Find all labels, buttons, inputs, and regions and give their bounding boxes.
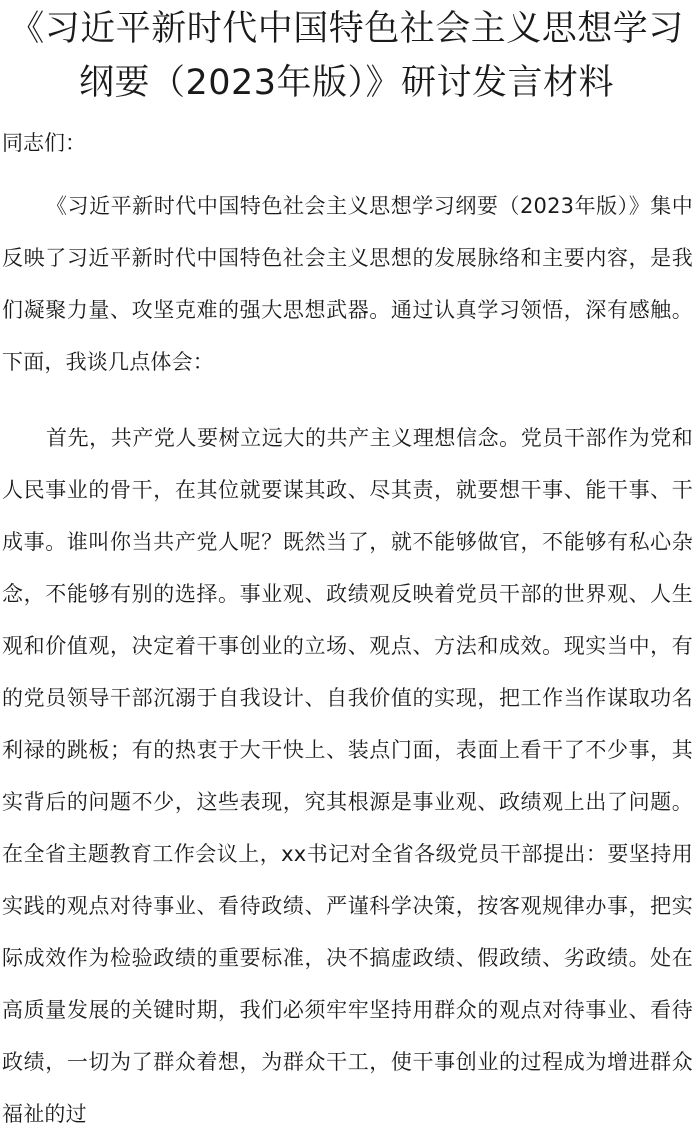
document-title: 《习近平新时代中国特色社会主义思想学习纲要（2023年版）》研讨发言材料	[9, 9, 684, 103]
salutation: 同志们：	[2, 131, 86, 155]
paragraph-first-point: 首先，共产党人要树立远大的共产主义理想信念。党员干部作为党和人民事业的骨干，在其位就要谋其政、尽其责，就要想干事、能干事、干成事。谁叫你当共产党人呢？既然当了，就不能够做官，不能够有私心杂念，不能够有别的选择。事业观、政绩观反映着党员干部的世界观、人生观和价值观，决定着干事创业的立场、观点、方法和成效。现实当中，有的党员领导干部沉溺于自我设计、自我价值的实现，把工作当作谋取功名利禄的跳板；有的热衷于大干快上、装点门面，表面上看干了不少事，其实背后的问题不少，这些表现，究其根源是事业观、政绩观上出了问题。在全省主题教育工作会议上，xx书记对全省各级党员干部提出：要坚持用实践的观点对待事业、看待政绩、严谨科学决策，按客观规律办事，把实际成效作为检验政绩的重要标准，决不搞虚政绩、假政绩、劣政绩。处在高质量发展的关键时期，我们必须牢牢坚持用群众的观点对待事业、看待政绩，一切为了群众着想，为群众干工，使干事创业的过程成为增进群众福祉的过	[2, 426, 693, 1126]
paragraph-intro: 《习近平新时代中国特色社会主义思想学习纲要（2023年版）》集中反映了习近平新时代中国特色社会主义思想的发展脉络和主要内容，是我们凝聚力量、攻坚克难的强大思想武器。通过认真学习领悟，深有感触。下面，我谈几点体会：	[2, 194, 693, 374]
